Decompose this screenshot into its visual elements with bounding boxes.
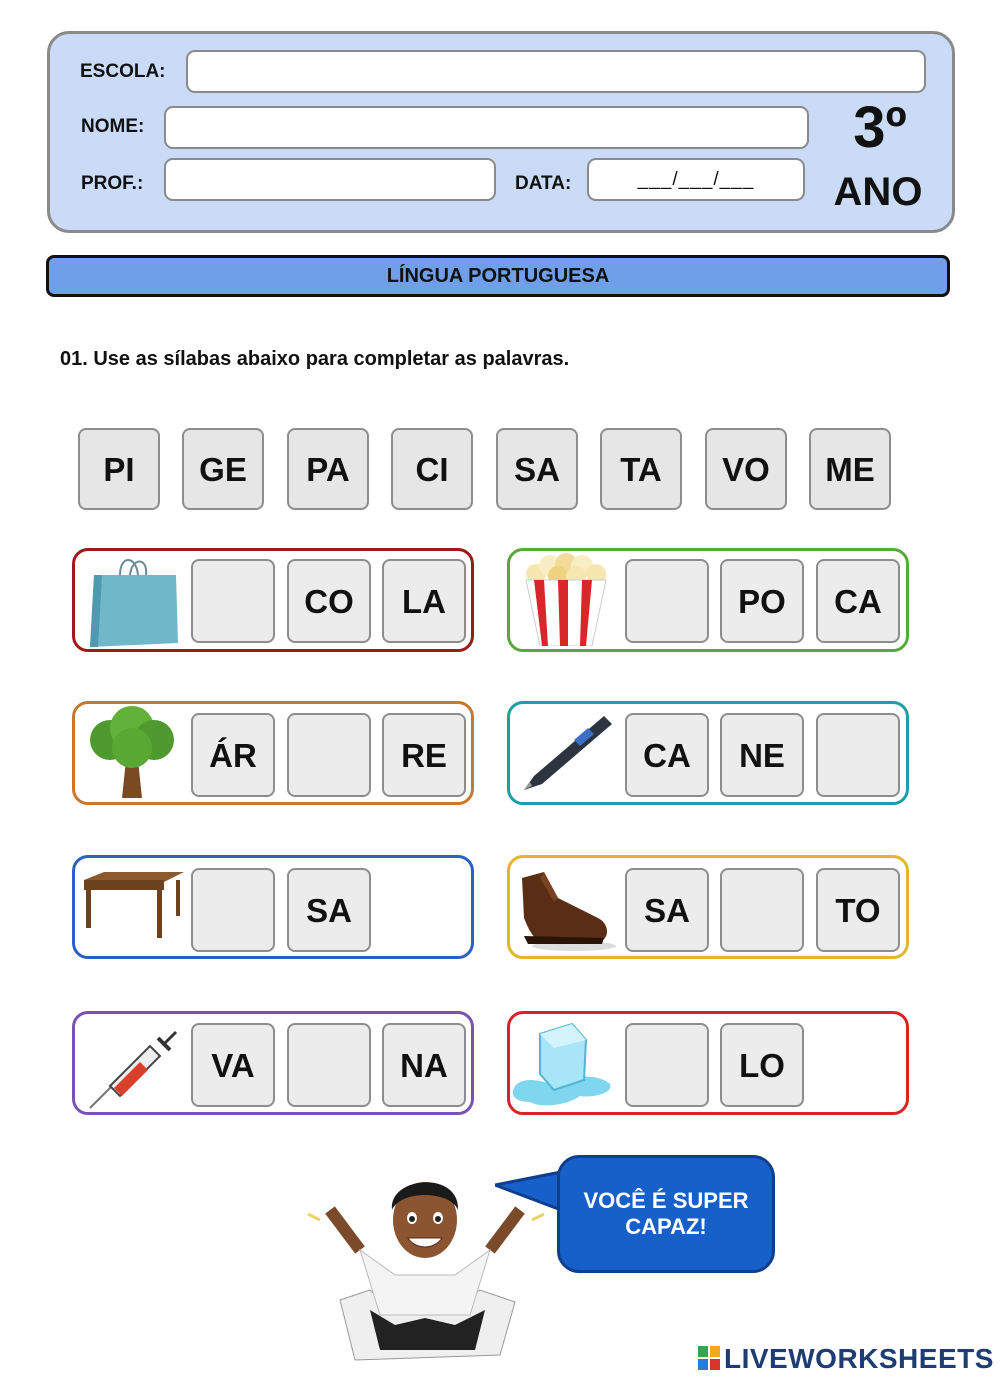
syllable-slot: ÁR — [191, 713, 275, 797]
table-icon — [80, 858, 184, 954]
name-input[interactable] — [164, 106, 809, 149]
syringe-icon — [80, 1014, 184, 1110]
answer-slot[interactable] — [625, 559, 709, 643]
date-label: DATA: — [515, 173, 572, 194]
syllable-tile[interactable]: ME — [809, 428, 891, 510]
grade-number: 3º — [853, 95, 907, 160]
syllable-slot: TO — [816, 868, 900, 952]
popcorn-icon — [514, 550, 618, 646]
syllable-tile[interactable]: PI — [78, 428, 160, 510]
answer-slot[interactable] — [191, 868, 275, 952]
speech-bubble: VOCÊ É SUPER CAPAZ! — [557, 1155, 775, 1273]
teacher-label: PROF.: — [81, 173, 144, 194]
syllable-tile[interactable]: VO — [705, 428, 787, 510]
brand-name[interactable]: LIVEWORKSHEETS — [724, 1343, 994, 1374]
speech-bubble-tail — [495, 1170, 565, 1220]
syllable-tile[interactable]: TA — [600, 428, 682, 510]
shoe-icon — [514, 858, 618, 954]
answer-slot[interactable] — [816, 713, 900, 797]
syllable-tile[interactable]: GE — [182, 428, 264, 510]
answer-slot[interactable] — [287, 713, 371, 797]
school-input[interactable] — [186, 50, 926, 93]
syllable-slot: NE — [720, 713, 804, 797]
syllable-slot: LO — [720, 1023, 804, 1107]
syllable-slot: SA — [625, 868, 709, 952]
grade-word: ANO — [833, 170, 923, 214]
syllable-slot: PO — [720, 559, 804, 643]
syllable-tile[interactable]: PA — [287, 428, 369, 510]
syllable-slot: CO — [287, 559, 371, 643]
answer-slot[interactable] — [625, 1023, 709, 1107]
syllable-slot: NA — [382, 1023, 466, 1107]
syllable-tile[interactable]: CI — [391, 428, 473, 510]
syllable-slot: CA — [625, 713, 709, 797]
tree-icon — [80, 704, 184, 800]
answer-slot[interactable] — [191, 559, 275, 643]
syllable-slot: VA — [191, 1023, 275, 1107]
syllable-slot: CA — [816, 559, 900, 643]
name-label: NOME: — [81, 116, 145, 137]
syllable-slot: LA — [382, 559, 466, 643]
syllable-tile[interactable]: SA — [496, 428, 578, 510]
teacher-input[interactable] — [164, 158, 496, 201]
answer-slot[interactable] — [287, 1023, 371, 1107]
school-label: ESCOLA: — [80, 61, 166, 82]
answer-slot[interactable] — [720, 868, 804, 952]
date-input[interactable]: ___/___/___ — [587, 158, 805, 201]
instruction-text: 01. Use as sílabas abaixo para completar as palavras. — [60, 348, 570, 370]
syllable-slot: RE — [382, 713, 466, 797]
pen-icon — [514, 704, 618, 800]
ice-cube-icon — [510, 1014, 614, 1110]
subject-bar: LÍNGUA PORTUGUESA — [46, 255, 950, 297]
syllable-slot: SA — [287, 868, 371, 952]
shopping-bag-icon — [80, 553, 184, 649]
liveworksheets-logo-icon — [698, 1346, 720, 1370]
